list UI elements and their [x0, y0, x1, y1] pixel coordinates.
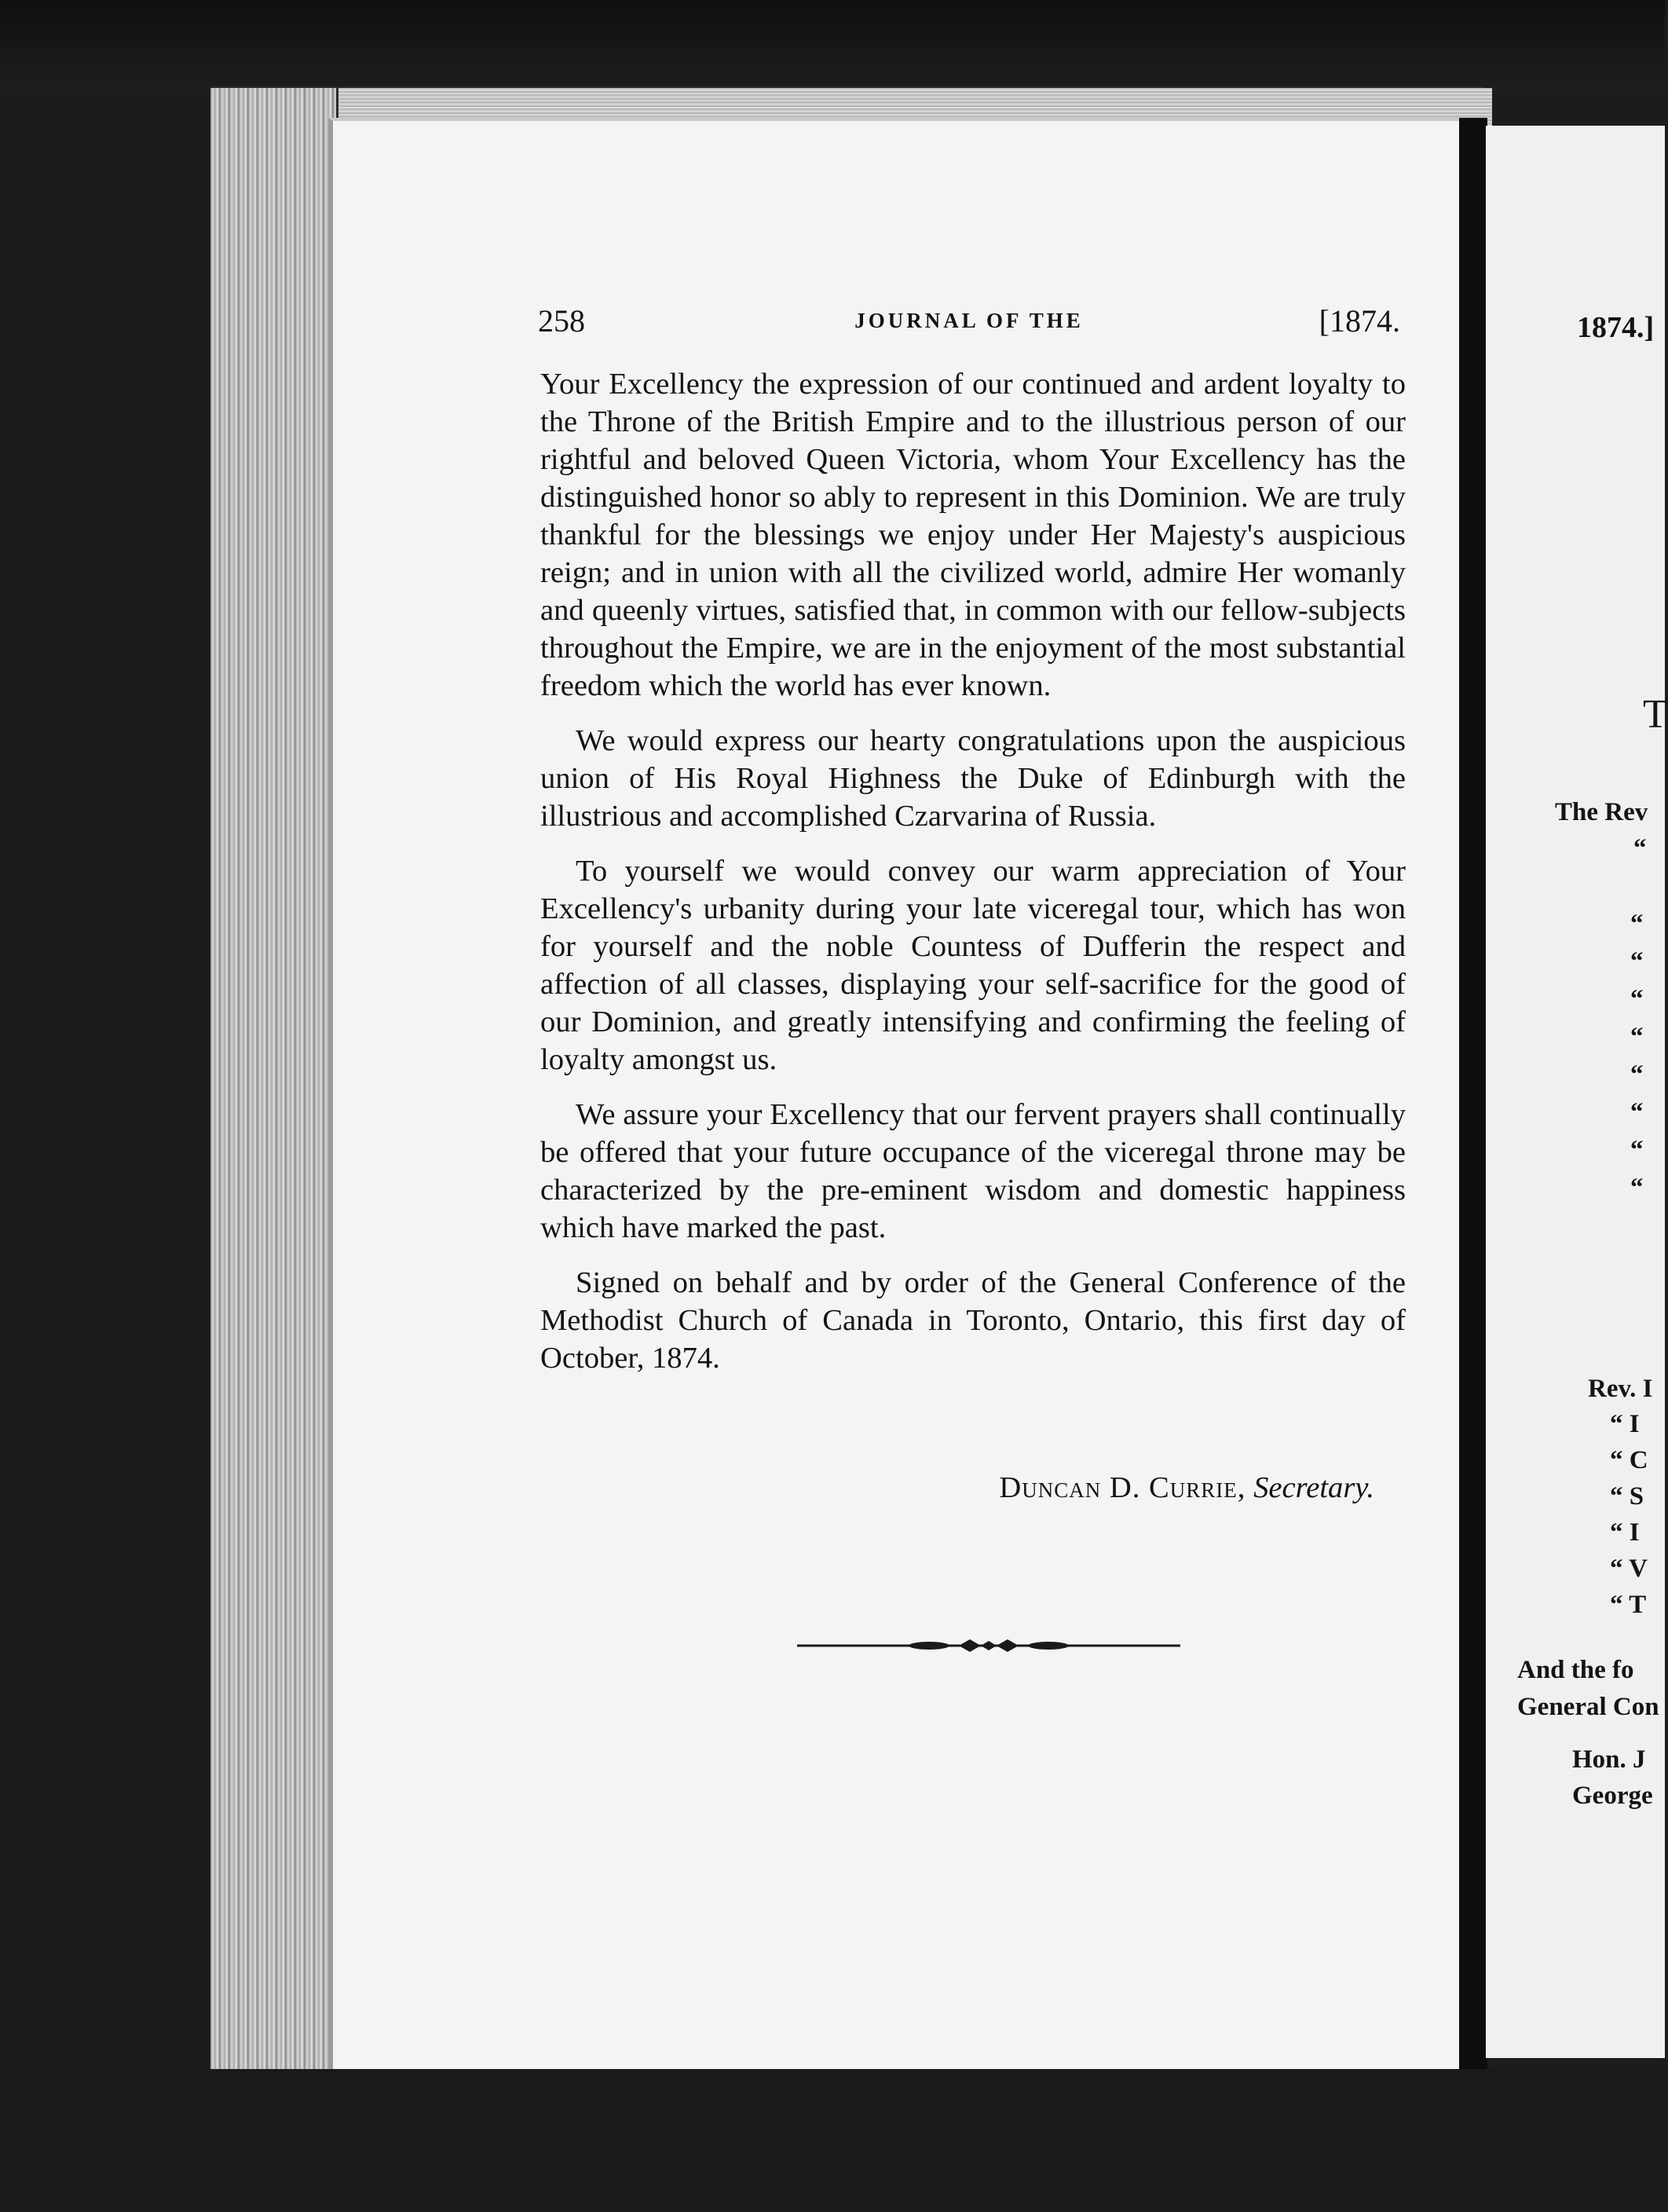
- right-george: George: [1572, 1782, 1653, 1810]
- ditto-mark-2: “: [1630, 910, 1644, 938]
- paragraph-2: We would express our hearty congratulations upon the auspicious union of His Royal Highness the Duke of Edinburgh with the illustrious and accomplished Czarvarina of Russia.: [540, 724, 1406, 833]
- ornament-divider: [797, 1634, 1180, 1657]
- right-list-ditto-6: “ T: [1610, 1591, 1647, 1619]
- signature-title: Secretary.: [1253, 1471, 1374, 1504]
- scan-background-bottom: [0, 2069, 1665, 2212]
- right-list-ditto-1: “ I: [1610, 1410, 1640, 1438]
- right-list-ditto-2: “ C: [1610, 1446, 1648, 1474]
- paragraph-5: Signed on behalf and by order of the General Conference of the Methodist Church of Canada in Toronto, Ontario, this first day of October, 1874.: [540, 1266, 1406, 1375]
- right-general-con: General Con: [1517, 1693, 1659, 1721]
- right-heading-fragment: T: [1643, 692, 1668, 737]
- right-and-the: And the fo: [1517, 1656, 1634, 1684]
- running-head: [538, 302, 1400, 350]
- right-hon: Hon. J: [1572, 1745, 1646, 1774]
- ditto-mark-9: “: [1630, 1174, 1644, 1202]
- ditto-mark-4: “: [1630, 985, 1644, 1013]
- paragraph-4: We assure your Excellency that our fervent prayers shall continually be offered that your future occupance of the viceregal throne may be characterized by the pre-eminent wisdom and domestic happiness which have marked the past.: [540, 1098, 1406, 1244]
- ditto-mark-1: “: [1633, 834, 1647, 862]
- book-gutter: [1459, 118, 1487, 2097]
- scan-background-top: [0, 0, 1665, 94]
- right-list-ditto-4: “ I: [1610, 1518, 1640, 1547]
- ditto-mark-8: “: [1630, 1136, 1644, 1164]
- body-text: [540, 365, 1406, 1394]
- page-stack-side-edges: [210, 88, 338, 2083]
- header-year: [1874.: [1319, 303, 1400, 339]
- signature-line: [540, 1469, 1374, 1507]
- right-list-ditto-5: “ V: [1610, 1555, 1648, 1583]
- page-number: 258: [538, 303, 585, 339]
- paragraph-1: Your Excellency the expression of our continued and ardent loyalty to the Throne of the British Empire and to the illustrious person of our rightful and beloved Queen Victoria, whom Your Excellency has the distinguished honor so ably to represent in this Dominion. We are truly thankful for the blessings we enjoy under Her Majesty's auspicious reign; and in union with all the civilized world, admire Her womanly and queenly virtues, satisfied that, in common with our fellow-subjects throughout the Empire, we are in the enjoyment of the most substantial freedom which the world has ever known.: [540, 368, 1406, 702]
- signature-name: Duncan D. Currie,: [999, 1471, 1246, 1504]
- right-rev-short: Rev. I: [1588, 1375, 1653, 1403]
- ditto-mark-3: “: [1630, 947, 1644, 976]
- right-list-ditto-3: “ S: [1610, 1482, 1644, 1511]
- ditto-mark-7: “: [1630, 1098, 1644, 1126]
- paragraph-3: To yourself we would convey our warm appreciation of Your Excellency's urbanity during your late viceregal tour, which has won for yourself and the noble Countess of Dufferin the respect and affection of all classes, displaying your self-sacrifice for the good of our Dominion, and greatly intensifying and confirming the feeling of loyalty amongst us.: [540, 855, 1406, 1076]
- ditto-mark-6: “: [1630, 1060, 1644, 1089]
- right-rev-line: The Rev: [1555, 798, 1648, 826]
- running-title: JOURNAL OF THE: [854, 309, 1084, 332]
- right-header-year: 1874.]: [1577, 311, 1655, 344]
- ditto-mark-5: “: [1630, 1023, 1644, 1051]
